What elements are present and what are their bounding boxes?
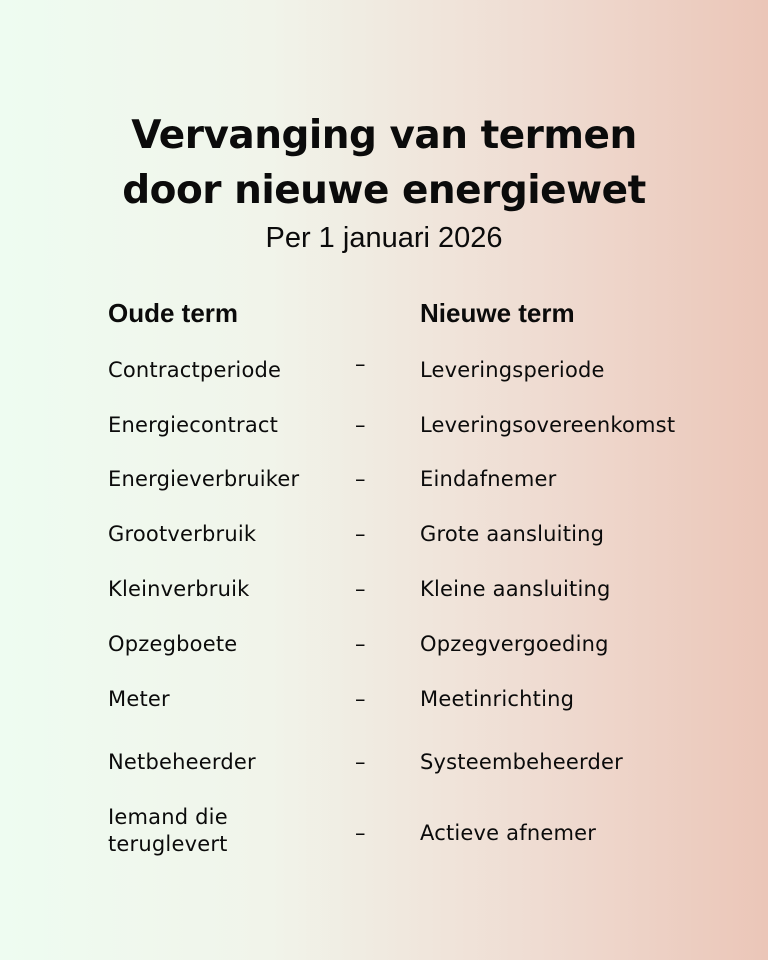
separator-dash: – — [355, 413, 366, 437]
separator-dash: – — [355, 467, 366, 491]
table-row — [0, 412, 768, 452]
separator-dash: – — [355, 522, 366, 546]
new-term: Actieve afnemer — [420, 821, 597, 845]
table-row — [0, 686, 768, 726]
separator-dash: – — [355, 821, 366, 845]
subtitle: Per 1 januari 2026 — [265, 222, 503, 254]
table-row — [0, 521, 768, 561]
table-row — [0, 352, 768, 397]
title-line-1: Vervanging van termen — [131, 113, 637, 158]
new-term: Kleine aansluiting — [420, 577, 611, 601]
new-term: Leveringsovereenkomst — [420, 413, 676, 437]
table-row — [0, 749, 768, 789]
header-new-term: Nieuwe term — [420, 298, 575, 328]
title-line-2: door nieuwe energiewet — [122, 168, 646, 213]
separator-dash: – — [355, 577, 366, 601]
table-row — [0, 631, 768, 671]
old-term: Contractperiode — [108, 358, 282, 382]
separator-dash: – — [355, 352, 366, 376]
old-term: Energiecontract — [108, 413, 279, 437]
table-row — [0, 466, 768, 506]
new-term: Meetinrichting — [420, 687, 575, 711]
separator-dash: – — [355, 632, 366, 656]
new-term: Leveringsperiode — [420, 358, 605, 382]
new-term: Systeembeheerder — [420, 750, 623, 774]
header-old-term: Oude term — [108, 298, 239, 328]
old-term: Iemand die teruglevert — [108, 805, 228, 856]
old-term: Kleinverbruik — [108, 577, 250, 601]
new-term: Grote aansluiting — [420, 522, 605, 546]
table-row — [0, 576, 768, 616]
separator-dash: – — [355, 750, 366, 774]
separator-dash: – — [355, 687, 366, 711]
old-term: Meter — [108, 687, 170, 711]
page-title — [0, 108, 768, 218]
new-term: Opzegvergoeding — [420, 632, 609, 656]
new-term: Eindafnemer — [420, 467, 557, 491]
old-term: Energieverbruiker — [108, 467, 300, 491]
table-row — [0, 804, 768, 864]
old-term: Netbeheerder — [108, 750, 256, 774]
old-term: Opzegboete — [108, 632, 238, 656]
old-term: Grootverbruik — [108, 522, 257, 546]
